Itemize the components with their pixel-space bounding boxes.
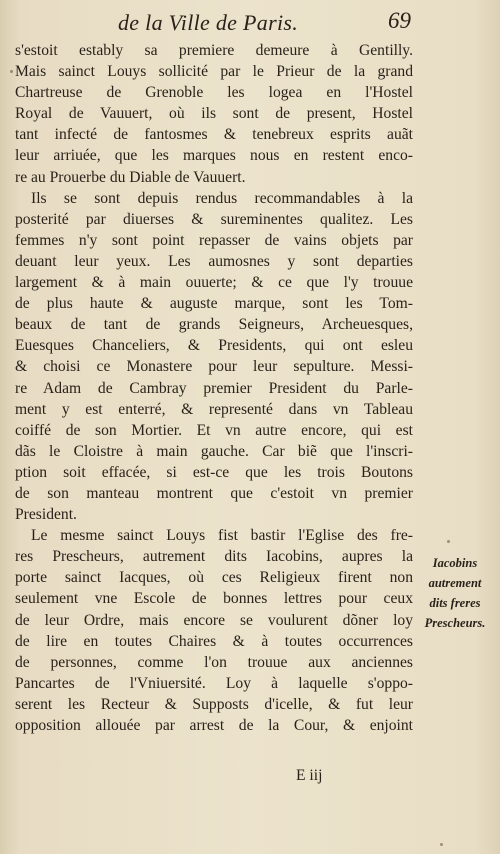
running-title: de la Ville de Paris. [118,10,299,35]
text-line: dãs le Cloistre à main gauche. Car biẽ que l'inscri- [15,442,413,460]
text-line: femmes n'y sont point repasser de vains objets par [15,231,413,249]
text-line: tant infecté de fantosmes & tenebreux esprits auãt [15,126,413,144]
text-line: leur arriuée, que les marques nous en restent enco- [15,147,413,165]
paragraph-start-line: Le mesme sainct Louys fist bastir l'Eglise des fre- [31,527,413,545]
text-line: s'estoit estably sa premiere demeure à Gentilly. [15,42,413,59]
text-line: largement & à main ouuerte; & ce que l'y trouue [15,274,413,292]
text-line: opposition allouée par arrest de la Cour, & enjoint [15,717,413,734]
text-line: deuant leur yeux. Les aumosnes y sont departies [15,252,413,270]
text-line: Mais sainct Louys sollicité par le Prieur de la grand [15,63,413,81]
text-line: Euesques Chanceliers, & Presidents, qui ont esleu [15,337,413,355]
text-line: posterité par diuerses & sureminentes qualitez. Les [15,210,413,228]
body-text [15,40,413,736]
signature-mark: E iij [296,767,323,784]
text-line: President. [15,506,77,524]
text-line: beaux de tant de grands Seigneurs, Archeuesques, [15,316,413,334]
paragraph-start-line: Ils se sont depuis rendus recommandables à la [31,189,413,207]
text-line: porte sainct Iacques, où ces Religieux firent non [15,569,413,587]
text-line: coiffé de son Mortier. Et vn autre encore, qui est [15,421,413,439]
page-number: 69 [388,8,411,33]
text-line: ption soit effacée, si est-ce que les trois Boutons [15,463,413,481]
text-line: res Prescheurs, autrement dits Iacobins, aupres la [15,548,413,566]
margin-note [412,553,498,633]
text-line: Pancartes de l'Vniuersité. Loy à laquelle s'oppo- [15,674,413,692]
text-line: de plus haute & auguste marque, sont les Tom- [15,295,413,313]
text-line: de son manteau montrent que c'estoit vn premier [15,484,413,502]
text-line: Royal de Vauuert, où ils sont de present, Hostel [15,105,413,123]
text-line: Chartreuse de Grenoble les logea en l'Hostel [15,84,413,102]
text-line: seulement vne Escole de bonnes lettres pour ceux [15,590,413,608]
text-line: re Adam de Cambray premier President du Parle- [15,379,413,397]
paper-speck [10,70,13,73]
text-line: de leur Ordre, mais encore se voulurent dõner loy [15,611,413,629]
margin-note-line: Iacobins [432,556,478,570]
margin-note-line: dits freres [429,596,481,610]
running-head [0,8,500,36]
text-line: de lire en toutes Chaires & à toutes occurrences [15,632,413,650]
margin-note-line: Prescheurs. [424,616,486,630]
paper-speck [447,540,450,543]
text-line: re au Prouerbe du Diable de Vauuert. [15,168,246,186]
margin-note-line: autrement [428,576,482,590]
text-line: ment y est enterré, & representé dans vn Tableau [15,400,413,418]
text-line: & choisi ce Monastere pour leur sepulture. Messi- [15,358,413,376]
paper-speck [440,843,443,846]
text-line: de personnes, comme l'on trouue aux anciennes [15,653,413,671]
text-line: serent les Recteur & Supposts d'icelle, & fut leur [15,695,413,713]
